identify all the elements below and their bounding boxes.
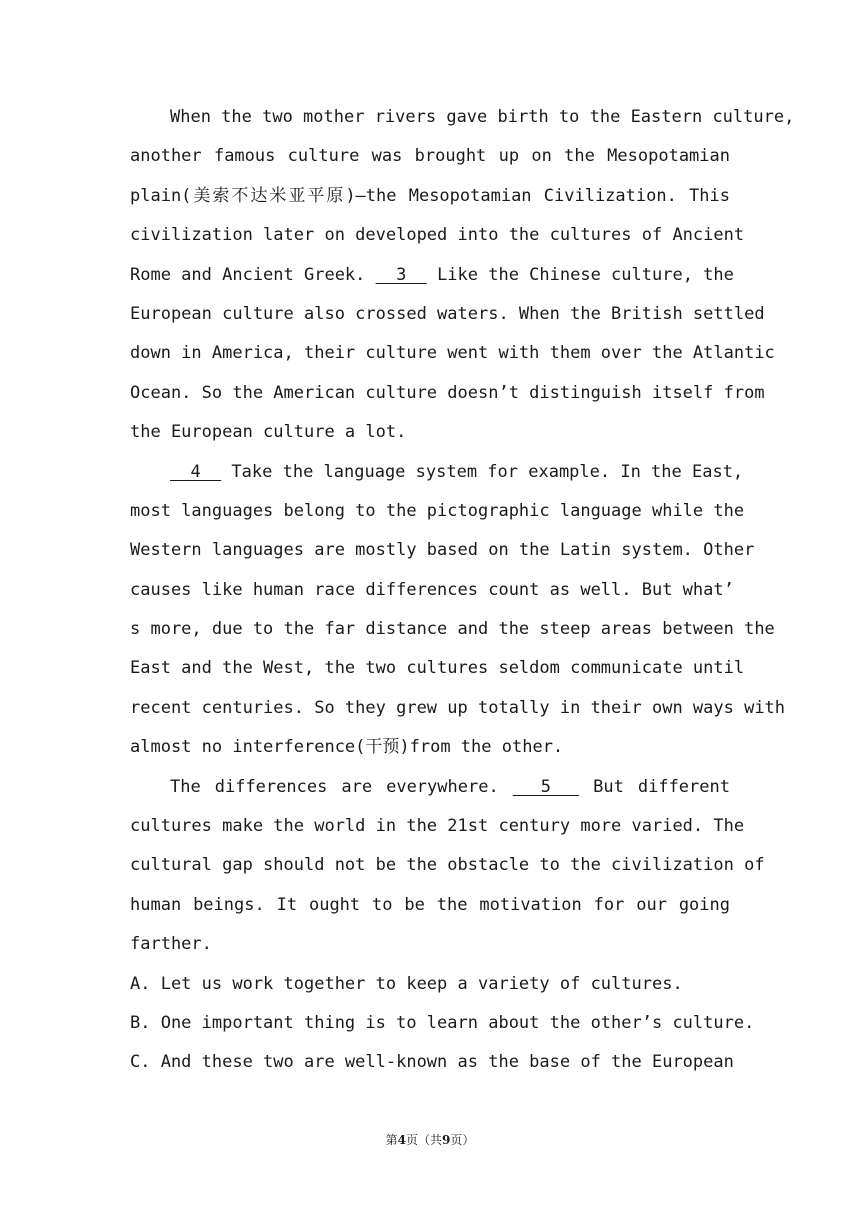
- text-line: When the two mother rivers gave birth to the Eastern culture,: [170, 107, 795, 127]
- text-line: C. And these two are well-known as the base of the European: [130, 1052, 734, 1073]
- text-line: European culture also crossed waters. When the British settled: [130, 303, 765, 324]
- text-line: almost no interference(干预)from the other.: [130, 737, 564, 758]
- text-line: civilization later on developed into the cultures of Ancient: [130, 225, 745, 246]
- total-page-number: 9: [442, 1133, 451, 1147]
- footer-middle: 页（共: [405, 1133, 442, 1147]
- text-line: plain(美索不达米亚平原)—the Mesopotamian Civilization. This: [130, 185, 730, 206]
- text-line: Western languages are mostly based on the Latin system. Other: [130, 540, 755, 561]
- text-segment: Rome and Ancient Greek.: [130, 264, 376, 285]
- text-line: B. One important thing is to learn about the other’s culture.: [130, 1012, 755, 1033]
- text-line: [130, 256, 734, 295]
- text-segment: But different: [579, 776, 730, 797]
- answer-blank: 5: [512, 776, 580, 797]
- footer-prefix: 第: [385, 1133, 398, 1147]
- text-line: down in America, their culture went with them over the Atlantic: [130, 343, 775, 364]
- text-line: most languages belong to the pictographic language while the: [130, 500, 745, 521]
- text-line: cultural gap should not be the obstacle to the civilization of: [130, 855, 765, 876]
- text-line: farther.: [130, 934, 212, 955]
- answer-blank: 4: [170, 461, 222, 482]
- text-segment: Like the Chinese culture, the: [426, 264, 734, 285]
- text-line: recent centuries. So they grew up totally in their own ways with: [130, 697, 786, 718]
- text-segment: Take the language system for example. In the East,: [221, 461, 744, 482]
- text-line: [130, 453, 744, 492]
- text-segment: The differences are everywhere.: [170, 776, 513, 797]
- text-line: A. Let us work together to keep a variety of cultures.: [130, 973, 683, 994]
- text-line: East and the West, the two cultures seldom communicate until: [130, 658, 745, 679]
- text-line: cultures make the world in the 21st century more varied. The: [130, 816, 745, 837]
- passage-text: [130, 98, 795, 1083]
- footer-suffix: 页）: [450, 1133, 475, 1147]
- answer-blank: 3: [375, 264, 427, 285]
- current-page-number: 4: [397, 1133, 406, 1147]
- text-line: another famous culture was brought up on the Mesopotamian: [130, 146, 730, 167]
- text-line: causes like human race differences count as well. But what’: [130, 579, 734, 600]
- text-line: human beings. It ought to be the motivation for our going: [130, 894, 730, 915]
- text-line: Ocean. So the American culture doesn’t distinguish itself from: [130, 382, 765, 403]
- text-line: s more, due to the far distance and the steep areas between the: [130, 619, 775, 640]
- text-line: the European culture a lot.: [130, 422, 407, 443]
- text-line: [130, 768, 730, 807]
- page-footer: [0, 1131, 860, 1148]
